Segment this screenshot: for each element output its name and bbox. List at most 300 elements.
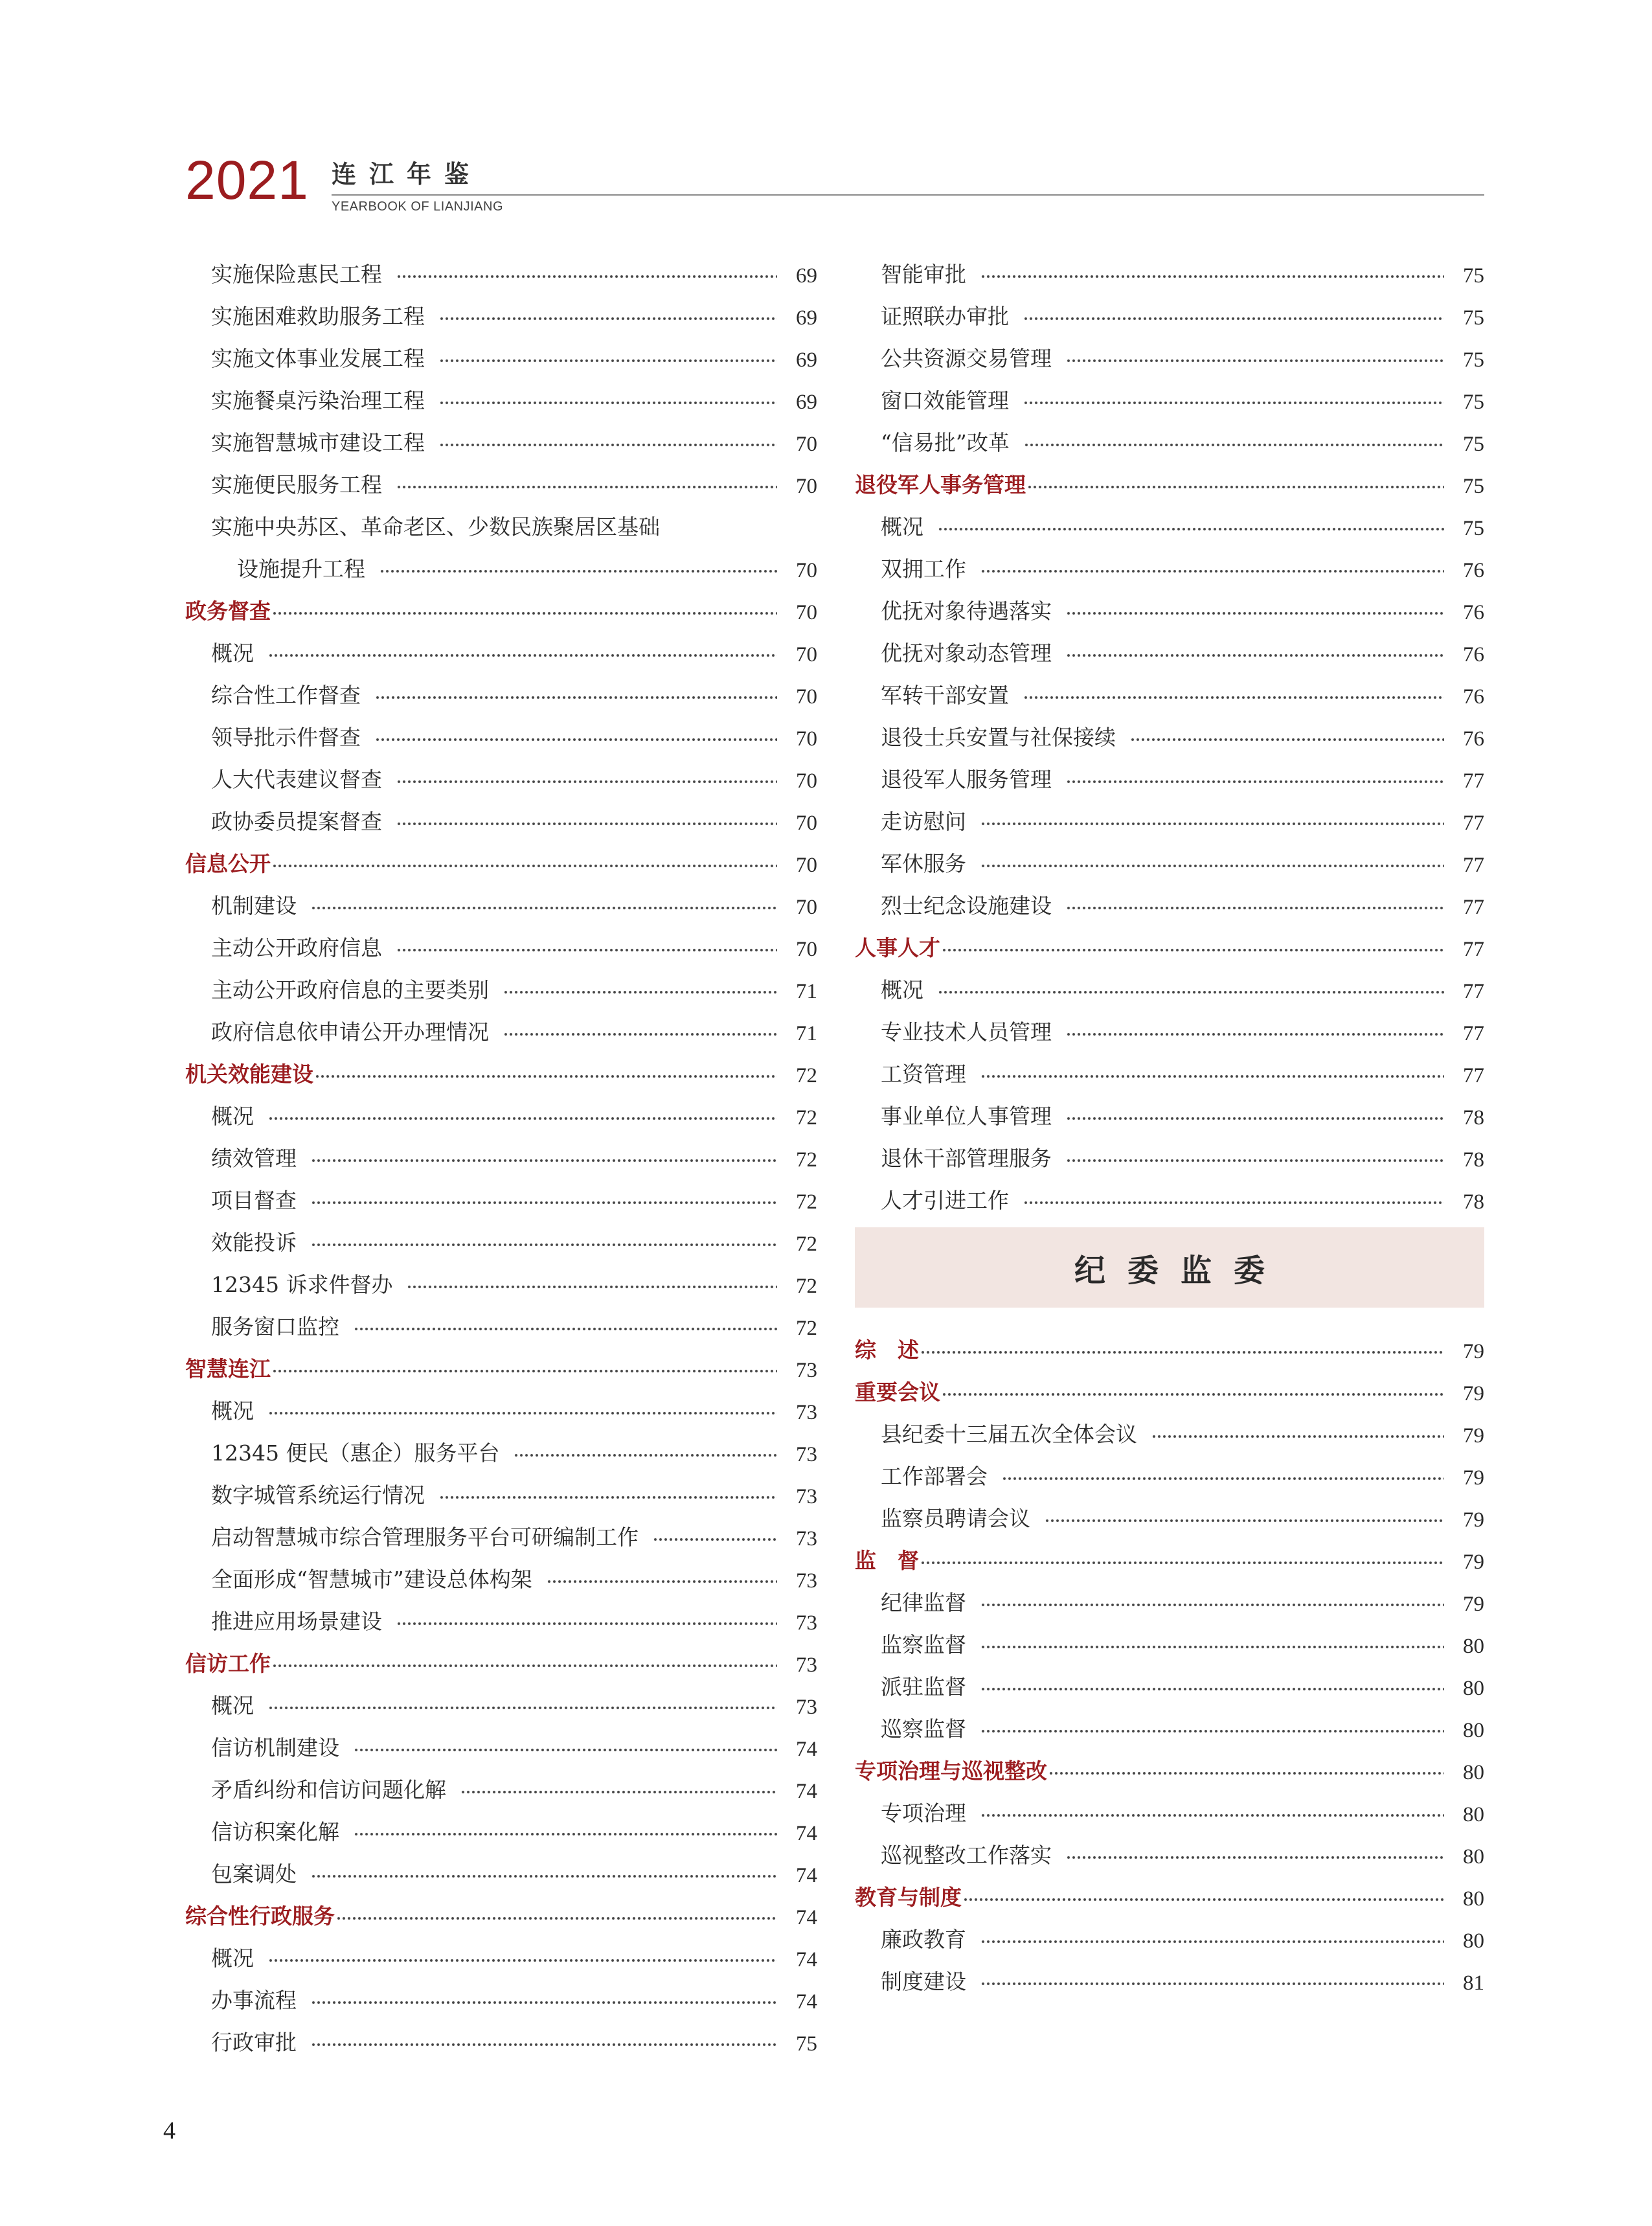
toc-entry-title: 矛盾纠纷和信访问题化解	[211, 1777, 446, 1802]
dot-leader	[980, 274, 1444, 279]
toc-section-entry[interactable]	[855, 1364, 1484, 1406]
toc-page-number: 74	[796, 1990, 817, 2014]
toc-page-number: 70	[796, 559, 817, 582]
toc-entry[interactable]	[855, 1172, 1484, 1214]
toc-entry[interactable]	[855, 1088, 1484, 1130]
toc-page-number: 76	[1463, 601, 1484, 624]
dot-leader	[942, 948, 1444, 953]
toc-entry-title: 12345 诉求件督办	[211, 1272, 393, 1297]
toc-entry-title: 实施餐桌污染治理工程	[211, 388, 425, 413]
toc-page-number: 75	[1463, 391, 1484, 414]
running-header	[185, 149, 1484, 220]
toc-entry-title: 综 述	[855, 1337, 919, 1363]
toc-entry[interactable]	[855, 415, 1484, 457]
toc-entry[interactable]	[185, 1804, 817, 1846]
dot-leader	[1066, 1158, 1444, 1163]
dot-leader	[963, 1897, 1444, 1902]
toc-entry[interactable]	[185, 541, 817, 583]
dot-leader	[311, 2042, 777, 2047]
header-title-en: YEARBOOK OF LIANJIANG	[332, 199, 504, 214]
dot-leader	[311, 905, 777, 911]
header-rule	[332, 194, 1484, 196]
toc-entry[interactable]	[185, 962, 817, 1004]
toc-entry-title: 12345 便民（惠企）服务平台	[211, 1440, 500, 1466]
toc-page-number: 72	[796, 1275, 817, 1298]
toc-page-number: 71	[796, 980, 817, 1003]
toc-page-number: 77	[1463, 938, 1484, 961]
toc-entry-title: 实施便民服务工程	[211, 472, 382, 497]
header-year: 2021	[185, 150, 309, 210]
toc-page-number: 70	[796, 854, 817, 877]
dot-leader	[1023, 695, 1444, 700]
toc-entry-title: 工作部署会	[881, 1464, 988, 1489]
toc-page-number: 70	[796, 896, 817, 919]
toc-entry-title: 实施困难救助服务工程	[211, 304, 425, 329]
toc-page-number: 80	[1463, 1845, 1484, 1868]
toc-page-number: 74	[796, 1906, 817, 1929]
toc-entry-title: 综合性工作督查	[211, 683, 361, 708]
toc-page-number: 75	[796, 2032, 817, 2056]
toc-entry[interactable]	[185, 457, 817, 499]
dot-leader	[439, 442, 777, 448]
toc-page-number: 74	[796, 1738, 817, 1761]
toc-page-number: 79	[1463, 1550, 1484, 1574]
toc-page-number: 72	[796, 1106, 817, 1130]
toc-entry[interactable]	[185, 288, 817, 330]
dot-leader	[336, 1916, 777, 1921]
toc-page-number: 69	[796, 348, 817, 372]
toc-page-number: 74	[796, 1864, 817, 1887]
toc-entry[interactable]	[855, 1046, 1484, 1088]
toc-page-number: 70	[796, 685, 817, 709]
toc-entry-title: 信访机制建设	[211, 1735, 339, 1760]
toc-entry-title: 政府信息依申请公开办理情况	[211, 1019, 489, 1045]
toc-page-number: 69	[796, 391, 817, 414]
toc-entry-title: 人才引进工作	[881, 1188, 1009, 1213]
toc-page-number: 76	[1463, 727, 1484, 751]
dot-leader	[272, 863, 777, 869]
toc-page-number: 69	[796, 306, 817, 330]
toc-entry[interactable]	[855, 541, 1484, 583]
dot-leader	[980, 1813, 1444, 1818]
toc-entry[interactable]	[185, 1256, 817, 1299]
dot-leader	[1023, 1200, 1444, 1205]
toc-page-number: 79	[1463, 1508, 1484, 1532]
toc-entry[interactable]	[855, 1785, 1484, 1827]
dot-leader	[1066, 779, 1444, 784]
toc-entry[interactable]	[855, 751, 1484, 793]
dot-leader	[980, 1939, 1444, 1944]
dot-leader	[311, 1200, 777, 1205]
toc-entry[interactable]	[185, 1214, 817, 1256]
toc-entry[interactable]	[185, 878, 817, 920]
toc-entry-title: 证照联办审批	[881, 304, 1009, 329]
toc-page-number: 72	[796, 1148, 817, 1172]
dot-leader	[311, 2000, 777, 2005]
toc-entry[interactable]	[185, 709, 817, 751]
toc-section-entry[interactable]	[855, 1322, 1484, 1364]
toc-entry-title: 双拥工作	[881, 556, 966, 582]
toc-entry[interactable]	[185, 499, 817, 541]
toc-left-column	[185, 246, 817, 2056]
toc-entry-title: 智慧连江	[185, 1356, 271, 1381]
toc-entry-title: 实施文体事业发展工程	[211, 346, 425, 371]
dot-leader	[980, 1644, 1444, 1650]
toc-page-number: 76	[1463, 685, 1484, 709]
toc-section-entry[interactable]	[855, 920, 1484, 962]
dot-leader	[268, 1705, 777, 1710]
toc-entry[interactable]	[855, 499, 1484, 541]
toc-entry[interactable]	[855, 1617, 1484, 1659]
toc-entry[interactable]	[185, 1004, 817, 1046]
toc-section-entry[interactable]	[855, 1869, 1484, 1911]
toc-entry[interactable]	[185, 667, 817, 709]
toc-page-number: 73	[796, 1653, 817, 1677]
dot-leader	[268, 1958, 777, 1963]
toc-entry[interactable]	[855, 835, 1484, 878]
toc-entry-title: 绩效管理	[211, 1146, 297, 1171]
toc-entry-title: 实施中央苏区、革命老区、少数民族聚居区基础	[211, 514, 660, 539]
toc-entry[interactable]	[185, 1551, 817, 1593]
toc-entry-title: 军休服务	[881, 851, 966, 876]
toc-entry[interactable]	[855, 625, 1484, 667]
toc-page-number: 72	[796, 1317, 817, 1340]
toc-entry-title: 巡察监督	[881, 1716, 966, 1742]
toc-entry-title: 实施智慧城市建设工程	[211, 430, 425, 455]
toc-entry-title: 概况	[211, 1946, 254, 1971]
dot-leader	[272, 1663, 777, 1668]
dot-leader	[980, 1981, 1444, 1986]
toc-page-number: 75	[1463, 475, 1484, 498]
toc-page-number: 79	[1463, 1466, 1484, 1490]
toc-entry-title: 窗口效能管理	[881, 388, 1009, 413]
toc-page-number: 72	[796, 1064, 817, 1087]
toc-entry-title: 主动公开政府信息	[211, 935, 382, 960]
toc-page-number: 74	[796, 1948, 817, 1971]
dot-leader	[311, 1158, 777, 1163]
toc-entry[interactable]	[185, 1720, 817, 1762]
toc-entry-title: 概况	[211, 1104, 254, 1129]
toc-entry[interactable]	[855, 246, 1484, 288]
toc-entry[interactable]	[855, 1004, 1484, 1046]
toc-page-number: 80	[1463, 1929, 1484, 1953]
toc-page-number: 77	[1463, 1022, 1484, 1045]
toc-page-number: 81	[1463, 1971, 1484, 1995]
toc-entry-title: 数字城管系统运行情况	[211, 1482, 425, 1508]
dot-leader	[439, 316, 777, 321]
toc-entry[interactable]	[185, 246, 817, 288]
toc-entry[interactable]	[855, 1490, 1484, 1532]
toc-page-number: 79	[1463, 1340, 1484, 1363]
toc-entry[interactable]	[185, 1467, 817, 1509]
toc-page-number: 73	[796, 1485, 817, 1508]
toc-entry[interactable]	[185, 1593, 817, 1635]
toc-entry-title: 专项治理	[881, 1800, 966, 1826]
toc-entry-title: 退休干部管理服务	[881, 1146, 1052, 1171]
toc-entry[interactable]	[185, 415, 817, 457]
toc-entry[interactable]	[855, 1701, 1484, 1743]
dot-leader	[396, 948, 777, 953]
dot-leader	[460, 1789, 777, 1795]
toc-entry-title: 实施保险惠民工程	[211, 262, 382, 287]
toc-entry-title: 制度建设	[881, 1969, 966, 1994]
dot-leader	[1066, 1855, 1444, 1860]
toc-entry-title: 概况	[211, 1398, 254, 1424]
toc-entry[interactable]	[855, 709, 1484, 751]
toc-page-number: 78	[1463, 1148, 1484, 1172]
dot-leader	[272, 611, 777, 616]
toc-entry-title: 效能投诉	[211, 1230, 297, 1255]
dot-leader	[311, 1242, 777, 1247]
dot-leader	[503, 990, 777, 995]
toc-entry-title: 智能审批	[881, 262, 966, 287]
toc-entry-title: 服务窗口监控	[211, 1314, 339, 1339]
toc-section-entry[interactable]	[185, 1635, 817, 1677]
toc-entry[interactable]	[855, 583, 1484, 625]
dot-leader	[1066, 653, 1444, 658]
dot-leader	[1066, 611, 1444, 616]
toc-entry-title: 专业技术人员管理	[881, 1019, 1052, 1045]
toc-page-number: 72	[796, 1232, 817, 1256]
dot-leader	[980, 863, 1444, 869]
dot-leader	[272, 1369, 777, 1374]
dot-leader	[653, 1537, 777, 1542]
toc-entry[interactable]	[855, 288, 1484, 330]
toc-entry[interactable]	[185, 1677, 817, 1720]
toc-right-column	[855, 246, 1484, 1995]
toc-section-entry[interactable]	[185, 1888, 817, 1930]
dot-leader	[268, 653, 777, 658]
dot-leader	[980, 821, 1444, 826]
dot-leader	[311, 1874, 777, 1879]
dot-leader	[396, 779, 777, 784]
dot-leader	[375, 695, 777, 700]
toc-entry-title: 概况	[881, 977, 923, 1003]
toc-page-number: 74	[796, 1780, 817, 1803]
toc-page-number: 73	[796, 1527, 817, 1550]
toc-entry[interactable]	[855, 667, 1484, 709]
toc-entry-title: 办事流程	[211, 1988, 297, 2013]
toc-entry-title: 概况	[881, 514, 923, 539]
toc-entry[interactable]	[855, 1953, 1484, 1995]
toc-page-number: 71	[796, 1022, 817, 1045]
toc-entry-title: 事业单位人事管理	[881, 1104, 1052, 1129]
toc-entry[interactable]	[855, 1574, 1484, 1617]
header-title-cn: 连江年鉴	[332, 160, 482, 188]
dot-leader	[980, 1729, 1444, 1734]
toc-page-number: 75	[1463, 264, 1484, 288]
toc-section-entry[interactable]	[185, 1046, 817, 1088]
toc-page-number: 74	[796, 1822, 817, 1845]
toc-entry[interactable]	[855, 330, 1484, 372]
toc-entry[interactable]	[185, 920, 817, 962]
toc-section-entry[interactable]	[855, 457, 1484, 499]
dot-leader	[354, 1832, 777, 1837]
toc-entry-title: 优抚对象待遇落实	[881, 598, 1052, 624]
toc-entry[interactable]	[185, 372, 817, 415]
toc-entry-title: 政协委员提案督查	[211, 809, 382, 834]
toc-entry-title: 信访工作	[185, 1651, 271, 1676]
toc-page-number: 70	[796, 938, 817, 961]
dot-leader	[354, 1747, 777, 1753]
toc-page-number: 76	[1463, 559, 1484, 582]
dot-leader	[1024, 442, 1444, 448]
toc-page-number: 77	[1463, 854, 1484, 877]
toc-page-number: 76	[1463, 643, 1484, 666]
toc-entry-title: 机制建设	[211, 893, 297, 918]
toc-entry[interactable]	[855, 962, 1484, 1004]
dot-leader	[980, 569, 1444, 574]
toc-entry[interactable]	[185, 1972, 817, 2014]
toc-entry-title: 政务督查	[185, 598, 271, 624]
toc-entry[interactable]	[855, 372, 1484, 415]
toc-entry[interactable]	[185, 1172, 817, 1214]
toc-entry-title: 启动智慧城市综合管理服务平台可研编制工作	[211, 1525, 639, 1550]
toc-entry[interactable]	[185, 1762, 817, 1804]
toc-entry-title: 军转干部安置	[881, 683, 1009, 708]
toc-entry-title: 人事人才	[855, 935, 940, 960]
toc-entry-title: 巡视整改工作落实	[881, 1843, 1052, 1868]
toc-entry-title: 工资管理	[881, 1062, 966, 1087]
dot-leader	[1066, 905, 1444, 911]
toc-entry[interactable]	[185, 1425, 817, 1467]
toc-entry-title: 烈士纪念设施建设	[881, 893, 1052, 918]
toc-entry-title: 主动公开政府信息的主要类别	[211, 977, 489, 1003]
toc-entry[interactable]	[185, 1088, 817, 1130]
toc-entry-title: 信访积案化解	[211, 1819, 339, 1845]
toc-entry-title: 推进应用场景建设	[211, 1609, 382, 1634]
dot-leader	[1023, 400, 1444, 405]
toc-page-number: 73	[796, 1443, 817, 1466]
toc-entry[interactable]	[185, 330, 817, 372]
toc-page-number: 79	[1463, 1424, 1484, 1448]
toc-page-number: 77	[1463, 769, 1484, 793]
toc-entry[interactable]	[185, 1383, 817, 1425]
dot-leader	[1027, 484, 1444, 490]
dot-leader	[1023, 316, 1444, 321]
toc-entry-title: 派驻监督	[881, 1674, 966, 1699]
toc-page-number: 80	[1463, 1635, 1484, 1658]
toc-page-number: 80	[1463, 1803, 1484, 1826]
toc-page-number: 73	[796, 1611, 817, 1635]
toc-entry-title: 走访慰问	[881, 809, 966, 834]
dot-leader	[439, 358, 777, 363]
toc-entry[interactable]	[185, 1130, 817, 1172]
toc-section-entry[interactable]	[185, 835, 817, 878]
toc-entry[interactable]	[185, 793, 817, 835]
dot-leader	[942, 1392, 1444, 1397]
dot-leader	[1002, 1476, 1444, 1481]
dot-leader	[1130, 737, 1444, 742]
toc-entry[interactable]	[855, 1130, 1484, 1172]
toc-entry-title: 领导批示件督查	[211, 725, 361, 750]
toc-page-number: 77	[1463, 980, 1484, 1003]
toc-section-entry[interactable]	[855, 1743, 1484, 1785]
toc-entry[interactable]	[855, 1448, 1484, 1490]
dot-leader	[379, 569, 777, 574]
toc-section-entry[interactable]	[185, 1341, 817, 1383]
toc-entry-title: 概况	[211, 641, 254, 666]
toc-page-number: 79	[1463, 1593, 1484, 1616]
toc-entry-title: 概况	[211, 1693, 254, 1718]
toc-entry-title: 监察监督	[881, 1632, 966, 1657]
toc-entry[interactable]	[185, 1509, 817, 1551]
toc-entry-title: 监察员聘请会议	[881, 1506, 1030, 1531]
dot-leader	[407, 1284, 777, 1289]
toc-entry[interactable]	[855, 1406, 1484, 1448]
toc-entry[interactable]	[855, 1827, 1484, 1869]
toc-page-number: 80	[1463, 1719, 1484, 1742]
dot-leader	[980, 1074, 1444, 1079]
toc-entry-title: 教育与制度	[855, 1885, 962, 1910]
toc-page-number: 70	[796, 727, 817, 751]
toc-entry-title: 机关效能建设	[185, 1062, 313, 1087]
toc-entry[interactable]	[185, 2014, 817, 2056]
toc-section-entry[interactable]	[185, 583, 817, 625]
toc-entry-title: 行政审批	[211, 2030, 297, 2055]
toc-page-number: 73	[796, 1401, 817, 1424]
toc-entry[interactable]	[185, 1930, 817, 1972]
dot-leader	[268, 1411, 777, 1416]
toc-entry-title: 包案调处	[211, 1861, 297, 1887]
toc-page-number: 78	[1463, 1106, 1484, 1130]
dot-leader	[503, 1032, 777, 1037]
toc-entry-title: 设施提升工程	[237, 556, 365, 582]
toc-entry-title: 县纪委十三届五次全体会议	[881, 1422, 1137, 1447]
toc-page-number: 79	[1463, 1382, 1484, 1405]
toc-page-number: 77	[1463, 812, 1484, 835]
toc-page-number: 73	[796, 1359, 817, 1382]
toc-entry-title: 退役军人服务管理	[881, 767, 1052, 792]
toc-page-number: 70	[796, 601, 817, 624]
toc-entry[interactable]	[185, 625, 817, 667]
toc-page-number: 73	[796, 1569, 817, 1593]
toc-entry-title: 专项治理与巡视整改	[855, 1758, 1047, 1784]
page-number: 4	[163, 2117, 175, 2144]
toc-entry-title: 人大代表建议督查	[211, 767, 382, 792]
dot-leader	[1045, 1518, 1444, 1523]
toc-entry[interactable]	[855, 793, 1484, 835]
toc-page-number: 80	[1463, 1887, 1484, 1911]
toc-entry[interactable]	[185, 751, 817, 793]
toc-entry-title: 退役士兵安置与社保接续	[881, 725, 1116, 750]
dot-leader	[547, 1579, 777, 1584]
toc-entry-title: 信息公开	[185, 851, 271, 876]
dot-leader	[396, 274, 777, 279]
toc-page-number: 70	[796, 812, 817, 835]
toc-entry[interactable]	[185, 1299, 817, 1341]
toc-entry-title: 廉政教育	[881, 1927, 966, 1952]
dot-leader	[315, 1074, 777, 1079]
toc-page-number: 70	[796, 433, 817, 456]
toc-entry-title: 综合性行政服务	[185, 1903, 335, 1929]
toc-page-number: 80	[1463, 1677, 1484, 1700]
toc-entry[interactable]	[855, 878, 1484, 920]
toc-section-entry[interactable]	[855, 1532, 1484, 1574]
dot-leader	[920, 1350, 1444, 1355]
dot-leader	[268, 1116, 777, 1121]
dot-leader	[1066, 1116, 1444, 1121]
toc-page-number: 75	[1463, 517, 1484, 540]
toc-entry[interactable]	[185, 1846, 817, 1888]
toc-page-number: 78	[1463, 1190, 1484, 1214]
toc-entry-title: 全面形成“智慧城市”建设总体构架	[211, 1567, 532, 1592]
toc-entry-title: 监 督	[855, 1548, 919, 1573]
toc-entry[interactable]	[855, 1911, 1484, 1953]
toc-entry[interactable]	[855, 1659, 1484, 1701]
toc-page-number: 70	[796, 475, 817, 498]
dot-leader	[396, 484, 777, 490]
